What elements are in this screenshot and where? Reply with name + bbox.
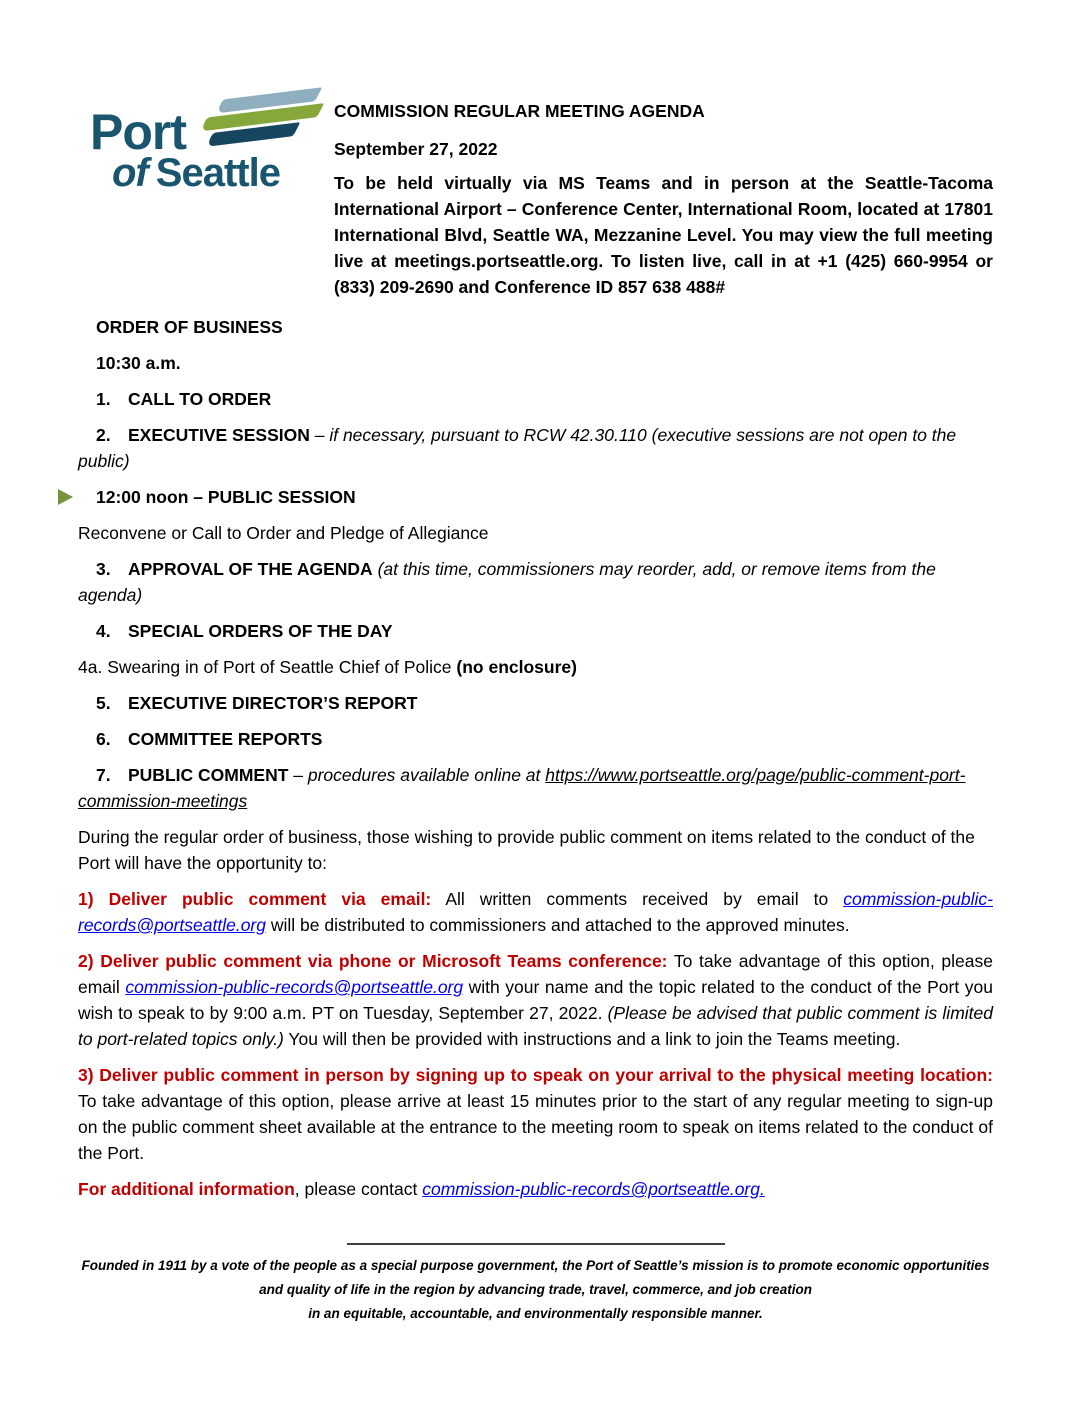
page-title: COMMISSION REGULAR MEETING AGENDA	[334, 101, 705, 121]
logo-word-port: Port	[90, 104, 186, 160]
agenda-item-2	[78, 422, 993, 474]
agenda-item-7	[78, 762, 993, 814]
item-title: CALL TO ORDER	[128, 389, 272, 409]
public-comment-option-3	[78, 1062, 993, 1166]
document-footer	[78, 1243, 993, 1326]
item-number: 2.	[96, 425, 111, 445]
public-session-label: 12:00 noon – PUBLIC SESSION	[96, 487, 356, 507]
additional-info-email-link[interactable]: commission-public-records@portseattle.org.	[422, 1179, 765, 1199]
item-number: 1.	[96, 389, 111, 409]
item-title: SPECIAL ORDERS OF THE DAY	[128, 621, 393, 641]
additional-info-label: For additional information	[78, 1179, 295, 1199]
logo-word-of: of	[112, 151, 148, 195]
mission-statement	[78, 1254, 993, 1326]
public-session-subitem: Reconvene or Call to Order and Pledge of Allegiance	[78, 523, 489, 543]
meeting-date: September 27, 2022	[334, 139, 498, 159]
option-3-label: 3) Deliver public comment in person by signing up to speak on your arrival to the physical meeting location:	[78, 1065, 993, 1085]
right-arrow-icon	[58, 489, 73, 505]
option-2-label: 2) Deliver public comment via phone or Microsoft Teams conference:	[78, 951, 668, 971]
item-number: 6.	[96, 729, 111, 749]
item-title: APPROVAL OF THE AGENDA	[128, 559, 373, 579]
option-1-label: 1) Deliver public comment via email:	[78, 889, 432, 909]
item-number: 4.	[96, 621, 111, 641]
option-2-italic-note: (Please be advised that public comment is limited to port-related topics only.)	[78, 1003, 993, 1049]
agenda-item-6	[78, 726, 993, 752]
order-of-business-heading: ORDER OF BUSINESS	[96, 317, 283, 337]
option-2-text-after: with your name and the topic related to the conduct of the Port you wish to speak to by 9:00 a.m. PT on Tuesday, September 27, 2022.	[78, 977, 993, 1023]
item-dash: –	[288, 765, 308, 785]
header-text-column	[334, 93, 993, 300]
mission-line-2: and quality of life in the region by advancing trade, travel, commerce, and job creation	[259, 1282, 812, 1297]
document-header	[78, 93, 993, 300]
public-comment-option-1	[78, 886, 993, 938]
public-comment-intro: During the regular order of business, those wishing to provide public comment on items related to the conduct of the Port will have the opportunity to:	[78, 827, 975, 873]
option-1-text: All written comments received by email to	[431, 889, 844, 909]
option-1-text-after: will be distributed to commissioners and attached to the approved minutes.	[266, 915, 850, 935]
agenda-body	[78, 314, 993, 1202]
agenda-item-4a	[78, 654, 993, 680]
item-number: 5.	[96, 693, 111, 713]
agenda-item-3	[78, 556, 993, 608]
start-time: 10:30 a.m.	[96, 353, 181, 373]
public-comment-option-2	[78, 948, 993, 1052]
item-note: procedures available online at	[307, 765, 546, 785]
item-number: 7.	[96, 765, 111, 785]
agenda-item-4	[78, 618, 993, 644]
item-number: 3.	[96, 559, 111, 579]
subitem-number: 4a.	[78, 657, 103, 677]
additional-information	[78, 1176, 993, 1202]
agenda-item-1	[78, 386, 993, 412]
logo-word-seattle: Seattle	[155, 151, 280, 195]
option-2-text: To take advantage of this option, please email	[78, 951, 993, 997]
option-3-text: To take advantage of this option, please arrive at least 15 minutes prior to the start of any regular meeting to sign-up on the public comment sheet available at the entrance to the meeting room to speak on items related to the conduct of the Port.	[78, 1091, 993, 1163]
item-note: (at this time, commissioners may reorder, add, or remove items from the agenda)	[78, 559, 936, 605]
mission-line-1: Founded in 1911 by a vote of the people as a special purpose government, the Port of Seattle’s mission is to promote economic opportunities	[81, 1258, 990, 1273]
port-of-seattle-logo	[90, 93, 334, 205]
public-comment-procedures-link[interactable]: https://www.portseattle.org/page/public-comment-port-commission-meetings	[78, 765, 966, 811]
option-2-tail: You will then be provided with instructions and a link to join the Teams meeting.	[283, 1029, 901, 1049]
item-title: PUBLIC COMMENT	[128, 765, 289, 785]
logo-word-of-seattle	[112, 153, 280, 193]
item-dash: –	[309, 425, 330, 445]
item-title: COMMITTEE REPORTS	[128, 729, 323, 749]
public-session-heading	[78, 484, 993, 510]
mission-line-3: in an equitable, accountable, and environmentally responsible manner.	[308, 1306, 763, 1321]
option-2-email-link[interactable]: commission-public-records@portseattle.org	[125, 977, 464, 997]
footer-divider-line	[347, 1243, 725, 1245]
agenda-item-5	[78, 690, 993, 716]
additional-info-text: , please contact	[294, 1179, 423, 1199]
subitem-text: Swearing in of Port of Seattle Chief of Police	[102, 657, 457, 677]
no-enclosure-note: (no enclosure)	[456, 657, 577, 677]
option-1-email-link[interactable]: commission-public-records@portseattle.org	[78, 889, 993, 935]
item-title: EXECUTIVE DIRECTOR’S REPORT	[128, 693, 418, 713]
item-note: if necessary, pursuant to RCW 42.30.110 (executive sessions are not open to the public)	[78, 425, 957, 471]
item-title: EXECUTIVE SESSION	[128, 425, 310, 445]
meeting-location-intro: To be held virtually via MS Teams and in person at the Seattle-Tacoma International Airport – Conference Center, International Room, located at 17801 International Blvd, Seattle WA, Mezzanine Level. You may view the full meeting live at meetings.portseattle.org. To listen live, call in at +1 (425) 660-9954 or (833) 209-2690 and Conference ID 857 638 488#	[334, 173, 993, 297]
